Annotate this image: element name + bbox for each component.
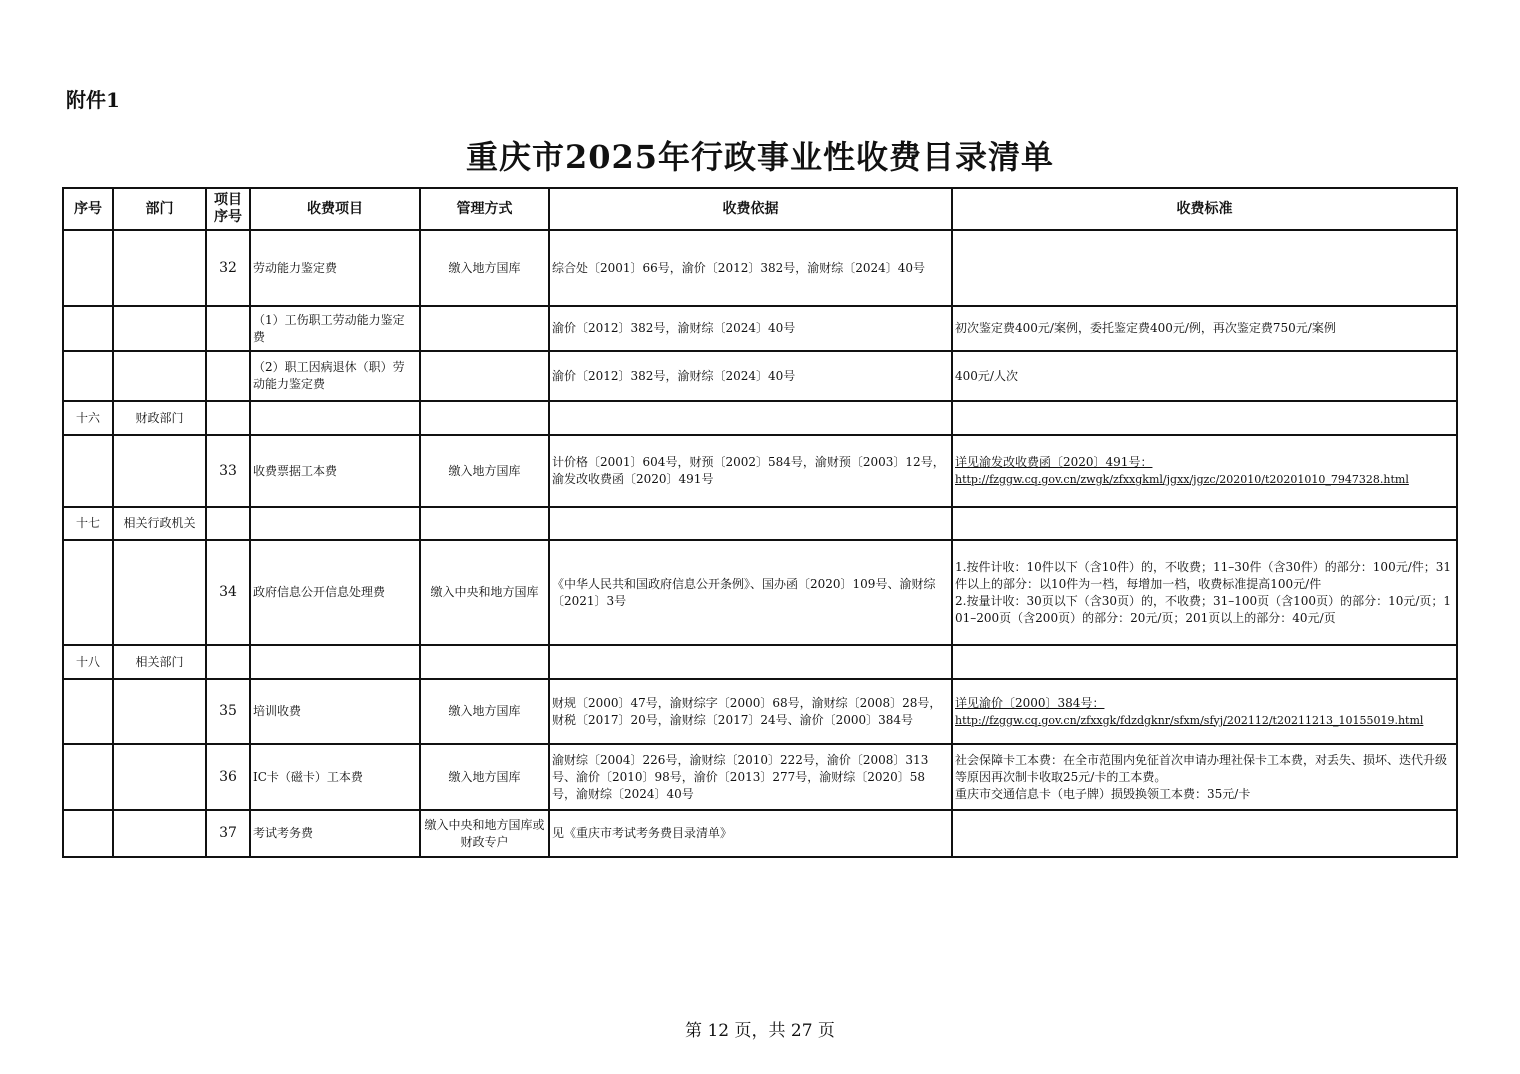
cell-basis (549, 507, 952, 540)
cell-dept (113, 306, 206, 351)
cell-dept: 财政部门 (113, 401, 206, 435)
cell-standard: 社会保障卡工本费：在全市范围内免征首次申请办理社保卡工本费，对丢失、损坏、迭代升级等原因再次制卡收取25元/卡的工本费。 重庆市交通信息卡（电子牌）损毁换领工本费：35元/卡 (952, 744, 1457, 810)
cell-management (420, 401, 549, 435)
table-row (63, 679, 1457, 744)
cell-item: （2）职工因病退休（职）劳动能力鉴定费 (250, 351, 420, 401)
reference-link[interactable]: http://fzggw.cq.gov.cn/zwgk/zfxxgkml/jgxx/jgzc/202010/t20201010_7947328.html (955, 473, 1409, 486)
cell-management (420, 507, 549, 540)
cell-item: 政府信息公开信息处理费 (250, 540, 420, 645)
cell-seq (63, 435, 113, 507)
cell-standard: 400元/人次 (952, 351, 1457, 401)
cell-management: 缴入地方国库 (420, 435, 549, 507)
cell-management: 缴入中央和地方国库 (420, 540, 549, 645)
header-seq: 序号 (63, 188, 113, 230)
cell-item: 培训收费 (250, 679, 420, 744)
cell-item-no: 36 (206, 744, 250, 810)
cell-seq (63, 744, 113, 810)
cell-basis: 渝财综〔2004〕226号，渝财综〔2010〕222号，渝价〔2008〕313号、渝价〔2010〕98号，渝价〔2013〕277号，渝财综〔2020〕58号，渝财综〔2024〕40号 (549, 744, 952, 810)
cell-standard (952, 679, 1457, 744)
cell-seq: 十八 (63, 645, 113, 679)
cell-item: 收费票据工本费 (250, 435, 420, 507)
standard-text: 详见渝价〔2000〕384号： (955, 695, 1105, 710)
header-item: 收费项目 (250, 188, 420, 230)
cell-seq (63, 679, 113, 744)
cell-dept (113, 810, 206, 857)
cell-item: IC卡（磁卡）工本费 (250, 744, 420, 810)
cell-basis: 财规〔2000〕47号，渝财综字〔2000〕68号，渝财综〔2008〕28号，财税〔2017〕20号，渝财综〔2017〕24号、渝价〔2000〕384号 (549, 679, 952, 744)
header-basis: 收费依据 (549, 188, 952, 230)
cell-item-no: 35 (206, 679, 250, 744)
cell-seq (63, 230, 113, 306)
cell-standard (952, 810, 1457, 857)
cell-management (420, 351, 549, 401)
cell-standard (952, 435, 1457, 507)
cell-dept (113, 351, 206, 401)
table-row (63, 540, 1457, 645)
cell-item (250, 401, 420, 435)
cell-item-no (206, 306, 250, 351)
cell-management: 缴入中央和地方国库或财政专户 (420, 810, 549, 857)
cell-basis: 计价格〔2001〕604号，财预〔2002〕584号，渝财预〔2003〕12号，渝发改收费函〔2020〕491号 (549, 435, 952, 507)
cell-item: 劳动能力鉴定费 (250, 230, 420, 306)
table-row (63, 230, 1457, 306)
table-row (63, 507, 1457, 540)
table-row (63, 744, 1457, 810)
table-row (63, 401, 1457, 435)
cell-basis: 综合处〔2001〕66号，渝价〔2012〕382号，渝财综〔2024〕40号 (549, 230, 952, 306)
table-row (63, 435, 1457, 507)
cell-item-no: 37 (206, 810, 250, 857)
table-row (63, 810, 1457, 857)
header-item-no: 项目序号 (206, 188, 250, 230)
cell-dept: 相关行政机关 (113, 507, 206, 540)
cell-item-no (206, 351, 250, 401)
cell-management: 缴入地方国库 (420, 744, 549, 810)
table-row (63, 306, 1457, 351)
cell-standard: 1.按件计收：10件以下（含10件）的，不收费；11–30件（含30件）的部分：100元/件；31件以上的部分：以10件为一档，每增加一档，收费标准提高100元/件 2.按量计收：30页以下（含30页）的，不收费；31–100页（含100页）的部分：10元/页；101–200页（含200页）的部分：20元/页；201页以上的部分：40元/页 (952, 540, 1457, 645)
cell-dept: 相关部门 (113, 645, 206, 679)
cell-management: 缴入地方国库 (420, 230, 549, 306)
cell-dept (113, 540, 206, 645)
cell-standard (952, 401, 1457, 435)
cell-dept (113, 679, 206, 744)
cell-seq (63, 810, 113, 857)
cell-seq: 十六 (63, 401, 113, 435)
cell-item (250, 645, 420, 679)
attachment-label: 附件1 (66, 88, 120, 112)
fee-table (62, 187, 1458, 858)
cell-seq (63, 306, 113, 351)
table-row (63, 645, 1457, 679)
cell-standard (952, 230, 1457, 306)
cell-standard: 初次鉴定费400元/案例，委托鉴定费400元/例，再次鉴定费750元/案例 (952, 306, 1457, 351)
cell-item (250, 507, 420, 540)
cell-management (420, 645, 549, 679)
cell-dept (113, 435, 206, 507)
header-standard: 收费标准 (952, 188, 1457, 230)
cell-item: 考试考务费 (250, 810, 420, 857)
standard-text: 详见渝发改收费函〔2020〕491号： (955, 455, 1153, 469)
cell-basis (549, 401, 952, 435)
header-dept: 部门 (113, 188, 206, 230)
page-title: 重庆市2025年行政事业性收费目录清单 (465, 138, 1055, 176)
cell-seq: 十七 (63, 507, 113, 540)
cell-standard (952, 645, 1457, 679)
cell-basis: 渝价〔2012〕382号，渝财综〔2024〕40号 (549, 351, 952, 401)
cell-item-no (206, 401, 250, 435)
cell-item-no (206, 645, 250, 679)
cell-basis: 见《重庆市考试考务费目录清单》 (549, 810, 952, 857)
cell-item-no: 34 (206, 540, 250, 645)
cell-basis (549, 645, 952, 679)
header-management: 管理方式 (420, 188, 549, 230)
cell-dept (113, 744, 206, 810)
cell-basis: 《中华人民共和国政府信息公开条例》、国办函〔2020〕109号、渝财综〔2021〕3号 (549, 540, 952, 645)
cell-standard (952, 507, 1457, 540)
page-number: 第 12 页，共 27 页 (685, 1021, 835, 1041)
cell-item-no (206, 507, 250, 540)
cell-item-no: 33 (206, 435, 250, 507)
reference-link[interactable]: http://fzggw.cq.gov.cn/zfxxgk/fdzdgknr/sfxm/sfyj/202112/t20211213_10155019.html (955, 713, 1424, 727)
cell-dept (113, 230, 206, 306)
cell-seq (63, 351, 113, 401)
table-row (63, 351, 1457, 401)
cell-item: （1）工伤职工劳动能力鉴定费 (250, 306, 420, 351)
table-header-row (63, 188, 1457, 230)
cell-management (420, 306, 549, 351)
cell-item-no: 32 (206, 230, 250, 306)
cell-seq (63, 540, 113, 645)
cell-basis: 渝价〔2012〕382号，渝财综〔2024〕40号 (549, 306, 952, 351)
cell-management: 缴入地方国库 (420, 679, 549, 744)
